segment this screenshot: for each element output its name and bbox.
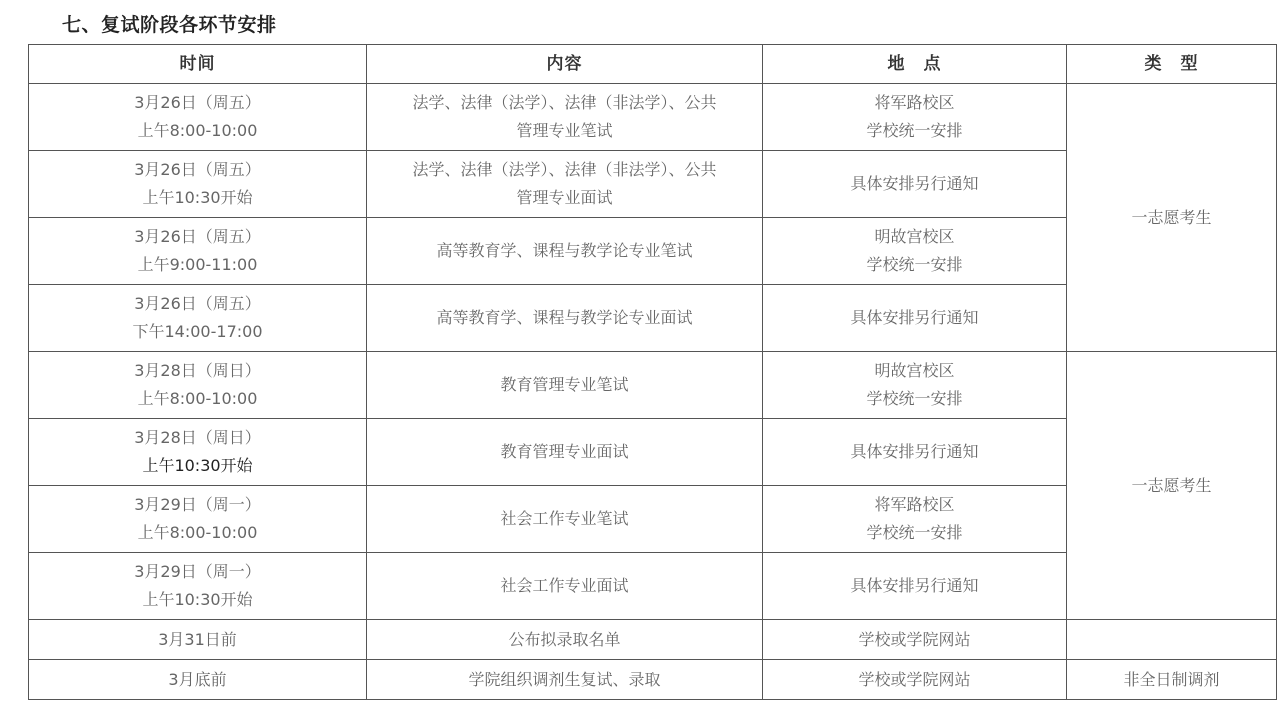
table-row — [29, 352, 1277, 419]
time-date: 3月31日前 — [158, 629, 237, 649]
time-cell — [29, 419, 367, 486]
time-cell — [29, 151, 367, 218]
time-cell — [29, 660, 367, 700]
place-cell — [763, 486, 1067, 553]
time-date: 3月26日（周五） — [134, 294, 261, 313]
content-line: 社会工作专业笔试 — [500, 509, 629, 528]
header-time: 时间 — [29, 45, 367, 84]
place-line: 学校统一安排 — [866, 523, 963, 542]
header-content: 内容 — [367, 45, 763, 84]
content-cell — [367, 486, 763, 553]
header-place: 地 点 — [763, 45, 1067, 84]
time-cell — [29, 620, 367, 660]
place-cell — [763, 84, 1067, 151]
time-slot: 上午8:00-10:00 — [137, 523, 258, 542]
time-date: 3月26日（周五） — [134, 93, 261, 112]
type-cell: 一志愿考生 — [1067, 352, 1277, 620]
content-cell — [367, 151, 763, 218]
section-title: 七、复试阶段各环节安排 — [62, 14, 277, 36]
content-line: 高等教育学、课程与教学论专业笔试 — [436, 241, 693, 260]
time-date: 3月26日（周五） — [134, 227, 261, 246]
time-cell — [29, 352, 367, 419]
place-line: 学校统一安排 — [866, 255, 963, 274]
place-cell — [763, 419, 1067, 486]
time-slot: 上午8:00-10:00 — [137, 121, 258, 140]
place-cell — [763, 151, 1067, 218]
time-cell — [29, 553, 367, 620]
place-cell — [763, 620, 1067, 660]
type-cell: 非全日制调剂 — [1067, 660, 1277, 700]
time-date: 3月26日（周五） — [134, 160, 261, 179]
content-line: 教育管理专业笔试 — [500, 375, 629, 394]
content-cell — [367, 553, 763, 620]
content-line: 学院组织调剂生复试、录取 — [468, 669, 661, 689]
type-cell: 一志愿考生 — [1067, 84, 1277, 352]
place-line: 学校或学院网站 — [858, 629, 971, 649]
time-cell — [29, 218, 367, 285]
content-cell — [367, 660, 763, 700]
header-row — [29, 45, 1277, 84]
header-type: 类 型 — [1067, 45, 1277, 84]
time-slot: 上午8:00-10:00 — [137, 389, 258, 408]
place-cell — [763, 660, 1067, 700]
content-line: 高等教育学、课程与教学论专业面试 — [436, 308, 693, 327]
time-slot: 上午9:00-11:00 — [137, 255, 258, 274]
time-slot: 上午10:30开始 — [142, 188, 253, 207]
content-line: 公布拟录取名单 — [508, 629, 621, 649]
place-cell — [763, 352, 1067, 419]
content-cell — [367, 218, 763, 285]
content-cell — [367, 285, 763, 352]
time-date: 3月29日（周一） — [134, 562, 261, 581]
content-line: 法学、法律（法学）、法律（非法学）、公共 — [412, 93, 717, 112]
place-line: 明故宫校区 — [874, 361, 955, 380]
schedule-table — [28, 44, 1277, 700]
place-line: 具体安排另行通知 — [850, 442, 979, 461]
time-slot: 上午10:30开始 — [142, 456, 253, 475]
place-line: 明故宫校区 — [874, 227, 955, 246]
table-row — [29, 84, 1277, 151]
time-cell — [29, 285, 367, 352]
time-date: 3月底前 — [168, 669, 227, 689]
table-row — [29, 660, 1277, 700]
content-line: 法学、法律（法学）、法律（非法学）、公共 — [412, 160, 717, 179]
place-line: 将军路校区 — [874, 93, 955, 112]
time-slot: 上午10:30开始 — [142, 590, 253, 609]
place-line: 将军路校区 — [874, 495, 955, 514]
content-line: 教育管理专业面试 — [500, 442, 629, 461]
place-line: 具体安排另行通知 — [850, 174, 979, 193]
place-line: 学校统一安排 — [866, 121, 963, 140]
time-cell — [29, 84, 367, 151]
place-line: 具体安排另行通知 — [850, 308, 979, 327]
time-cell — [29, 486, 367, 553]
time-date: 3月28日（周日） — [134, 428, 261, 447]
time-date: 3月29日（周一） — [134, 495, 261, 514]
content-cell — [367, 419, 763, 486]
place-cell — [763, 285, 1067, 352]
content-cell — [367, 352, 763, 419]
content-cell — [367, 620, 763, 660]
place-line: 学校统一安排 — [866, 389, 963, 408]
content-cell — [367, 84, 763, 151]
time-date: 3月28日（周日） — [134, 361, 261, 380]
type-cell — [1067, 620, 1277, 660]
content-line: 管理专业面试 — [516, 188, 613, 207]
table-row — [29, 620, 1277, 660]
content-line: 社会工作专业面试 — [500, 576, 629, 595]
place-line: 具体安排另行通知 — [850, 576, 979, 595]
place-cell — [763, 553, 1067, 620]
content-line: 管理专业笔试 — [516, 121, 613, 140]
place-cell — [763, 218, 1067, 285]
time-slot: 下午14:00-17:00 — [132, 322, 263, 341]
place-line: 学校或学院网站 — [858, 669, 971, 689]
